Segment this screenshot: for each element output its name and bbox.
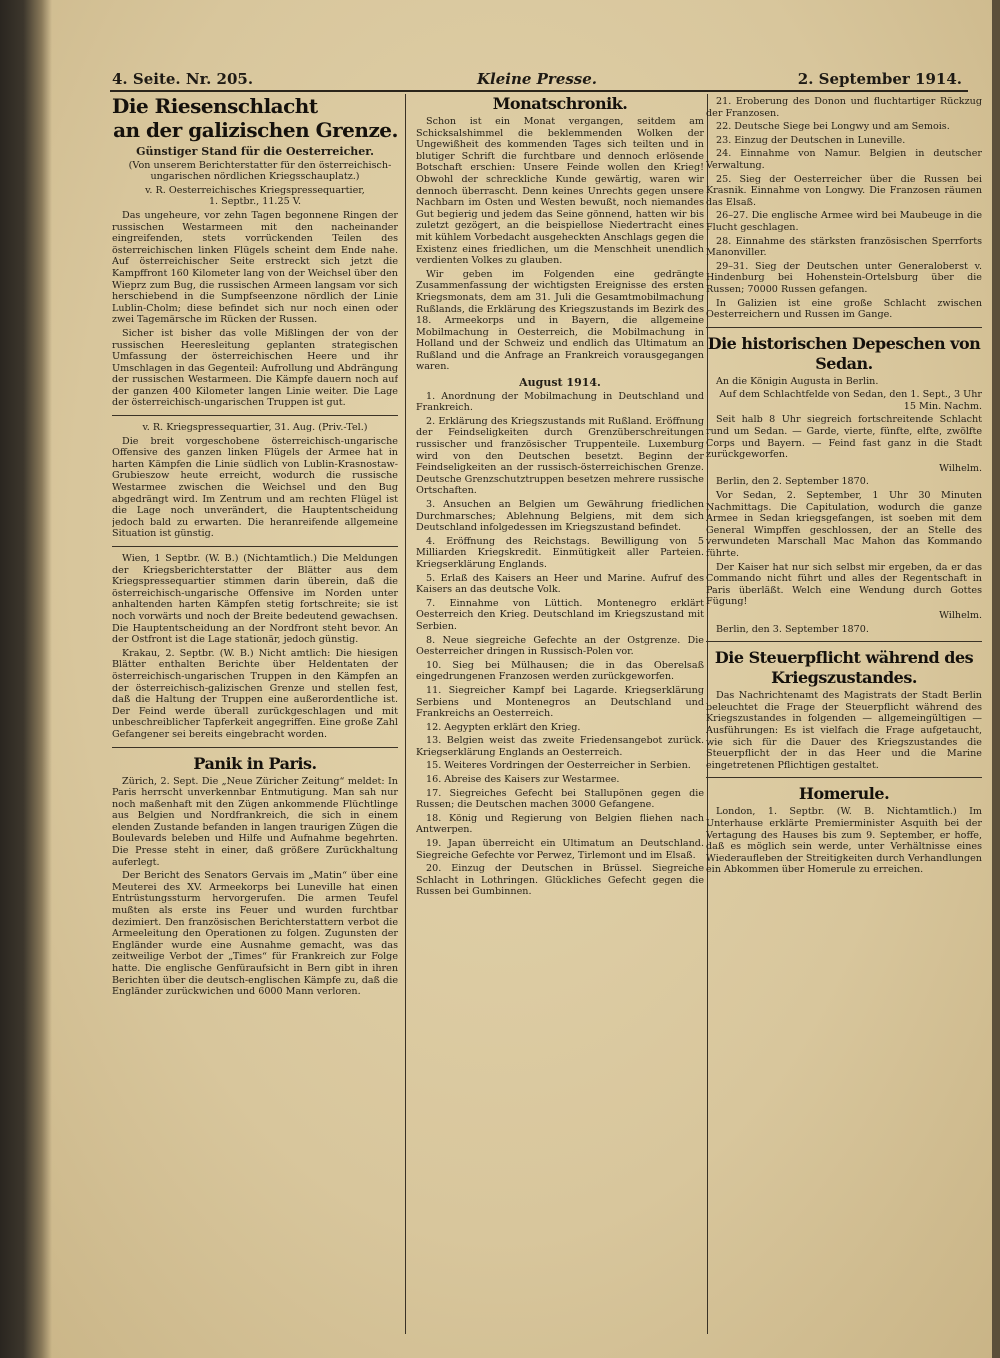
issue-date: 2. September 1914. [797, 70, 962, 88]
separator [112, 415, 398, 416]
separator [706, 327, 982, 328]
section-title: Panik in Paris. [193, 753, 317, 773]
column-1 [112, 94, 398, 1334]
chronicle-item: 25. Sieg der Oesterreicher über die Russen bei Krasnik. Einnahme von Longwy. Die Franzosen räumen das Elsaß. [706, 173, 982, 208]
book-binding-edge [0, 0, 52, 1358]
dispatch-place: Auf dem Schlachtfelde von Sedan, den 1. Sept., 3 Uhr 15 Min. Nachm. [719, 389, 982, 412]
section-title: Die Steuerpflicht während des Kriegszustandes. [714, 648, 974, 688]
article-paragraph: Die breit vorgeschobene österreichisch-ungarische Offensive des ganzen linken Flügels der Armee hat in harten Kämpfen die Linie südlich von Lublin-Krasnostaw-Grubieszow heute erreicht, wodurch die russische Westarmee zwischen die Weichsel und den Bug abgedrängt wird. Im Zentrum und am rechten Flügel ist die Lage noch unverändert, die Hauptentscheidung jedoch bald zu erwarten. Die heranreifende allgemeine Situation ist günstig. [112, 435, 398, 540]
dispatch-date: Berlin, den 2. September 1870. [716, 476, 869, 488]
chronicle-item: 28. Einnahme des stärksten französischen Sperrforts Manonviller. [706, 235, 982, 259]
chronicle-item: 1. Anordnung der Mobilmachung in Deutschland und Frankreich. [416, 390, 704, 414]
chronicle-item: 7. Einnahme von Lüttich. Montenegro erklärt Oesterreich den Krieg. Deutschland im Kriegszustand mit Serbien. [416, 597, 704, 632]
page-number: 4. Seite. Nr. 205. [112, 70, 254, 88]
section-title: Die historischen Depeschen von Sedan. [707, 333, 981, 373]
article-paragraph: Das ungeheure, vor zehn Tagen begonnene Ringen der russischen Westarmeen mit den nacheinander eingreifenden, stets vorrückenden Teilen des österreichischen linken Flügels scheint dem Ende nahe. Auf österreichischer Seite erstreckt sich jetzt die Kampffront 160 Kilometer lang von der Weichsel über den Wieprz zum Bug, die russischen Armeen langsam vor sich herschiebend in die Sumpfseenzone nördlich der Linie Lublin-Cholm; diese befindet sich nur noch einen oder zwei Tagemärsche im Rücken der Russen. [112, 209, 398, 326]
dispatch-text: Vor Sedan, 2. September, 1 Uhr 30 Minuten Nachmittags. Die Capitulation, wodurch die ganze Armee in Sedan kriegsgefangen, ist soeben mit dem General Wimpffen geschlossen, der an Stelle des verwundeten Marschall Mac Mahon das Kommando führte. [706, 490, 982, 559]
chronicle-item: 16. Abreise des Kaisers zur Westarmee. [426, 774, 620, 786]
column-divider [405, 94, 406, 1334]
chronicle-item: 8. Neue siegreiche Gefechte an der Ostgrenze. Die Oesterreicher dringen in Russisch-Polen vor. [416, 634, 704, 658]
chronicle-list-continued [706, 96, 982, 321]
dispatch-signature: Wilhelm. [939, 609, 982, 621]
article-paragraph: Das Nachrichtenamt des Magistrats der Stadt Berlin beleuchtet die Frage der Steuerpflicht während des Kriegszustandes in folgenden — allgemeingültigen — Ausführungen: Es ist vielfach die Frage aufgetaucht, wie sich für die Dauer des Kriegszustandes die Steuerpflicht der in das Heer und die Marine eingetretenen Pflichtigen gestaltet. [706, 690, 982, 771]
chronicle-item: 24. Einnahme von Namur. Belgien in deutscher Verwaltung. [706, 148, 982, 171]
chronicle-item: 4. Eröffnung des Reichstags. Bewilligung von 5 Milliarden Kriegskredit. Einmütigkeit aller Parteien. Kriegserklärung Englands. [416, 535, 704, 570]
dateline-time: 1. Septbr., 11.25 V. [208, 196, 302, 208]
dispatch-date: Berlin, den 3. September 1870. [716, 623, 869, 635]
chronicle-item: 29–31. Sieg der Deutschen unter Generaloberst v. Hindenburg bei Hohenstein-Ortelsburg über die Russen; 70000 Russen gefangen. [706, 260, 982, 295]
chronicle-item: 22. Deutsche Siege bei Longwy und am Semois. [716, 121, 950, 133]
chronicle-item: 5. Erlaß des Kaisers an Heer und Marine. Aufruf des Kaisers an das deutsche Volk. [416, 572, 704, 596]
article-paragraph: Der Bericht des Senators Gervais im „Matin“ über eine Meuterei des XV. Armeekorps bei Luneville hat einen Entrüstungssturm hervorgerufen. Die armen Teufel mußten als erste ins Feuer und wurden furchtbar dezimiert. Den französischen Berichterstattern verbot die Armeeleitung den Operationen zu folgen. Zugunsten der Engländer wurde eine Ausnahme gemacht, was das zeitweilige Verbot der „Times“ für Frankreich zur Folge hatte. Die englische Genfüraufsicht in Bern gibt in ihren Berichten über die deutsch-englischen Kämpfe zu, daß die Engländer zurückwichen und 6000 Mann verloren. [112, 870, 398, 998]
newspaper-title: Kleine Presse. [476, 70, 598, 88]
subheadline: Günstiger Stand für die Oesterreicher. [136, 145, 374, 158]
chronicle-item: 2. Erklärung des Kriegszustands mit Rußland. Eröffnung der Feindseligkeiten durch Grenzüberschreitungen russischer und französischer Truppenteile. Luxemburg wird von den Deutschen besetzt. Beginn der Feindseligkeiten an der russisch-österreichischen Grenze. Deutsche Grenzschutztruppen besetzen mehrere russische Ortschaften. [416, 415, 704, 497]
headline: Die Riesenschlacht [112, 94, 318, 118]
chronicle-item: 3. Ansuchen an Belgien um Gewährung friedlichen Durchmarsches; Ablehnung Belgiens, mit dem sich Deutschland infolgedessen im Kriegszustand befindet. [416, 499, 704, 534]
article-paragraph: Wir geben im Folgenden eine gedrängte Zusammenfassung der wichtigsten Ereignisse des ersten Kriegsmonats, dem am 31. Juli die Gesamtmobilmachung Rußlands, die Erklärung des Kriegszustands im Bezirk des 18. Armeekorps und in Bayern, die allgemeine Mobilmachung in Oesterreich, die Mobilmachung in Holland und der Schweiz und endlich das Ultimatum an Rußland und die Anfrage an Frankreich vorausgegangen waren. [416, 268, 704, 373]
separator [112, 747, 398, 748]
article-paragraph: Sicher ist bisher das volle Mißlingen der von der russischen Heeresleitung geplanten strategischen Umfassung der österreichischen Heere und ihr Umschlagen in das Gegenteil: Aufrollung und Abdrängung der russischen Westarmeen. Die Kämpfe dauern noch auf der ganzen 400 Kilometer langen Linie weiter. Die Lage der österreichisch-ungarischen Truppen ist gut. [112, 327, 398, 409]
chronicle-item: 26–27. Die englische Armee wird bei Maubeuge in die Flucht geschlagen. [706, 210, 982, 233]
chronicle-item: 11. Siegreicher Kampf bei Lagarde. Kriegserklärung Serbiens und Montenegros an Deutschland und Frankreichs an Oesterreich. [416, 684, 704, 720]
chronicle-item: 10. Sieg bei Mülhausen; die in das Oberelsaß eingedrungenen Franzosen werden zurückgeworfen. [416, 659, 704, 683]
chronicle-item: 19. Japan überreicht ein Ultimatum an Deutschland. Siegreiche Gefechte vor Perwez, Tirlemont und im Elsaß. [416, 838, 704, 861]
article-intro: (Von unserem Berichterstatter für den österreichisch-ungarischen nördlichen Kriegsschauplatz.) [128, 159, 392, 183]
separator [706, 641, 982, 642]
article-paragraph: London, 1. Septbr. (W. B. Nichtamtlich.) Im Unterhause erklärte Premierminister Asquith bei der Vertagung des Hauses bis zum 9. September, er hoffe, daß es möglich sein werde, unter Verhältnisse eines Wiederaufleben der Streitigkeiten durch Verhandlungen ein Abkommen über Homerule zu erreichen. [706, 806, 982, 876]
dispatch-text: Seit halb 8 Uhr siegreich fortschreitende Schlacht rund um Sedan. — Garde, vierte, fünfte, elfte, zwölfte Corps und Bayern. — Feind fast ganz in die Stadt zurückgeworfen. [706, 414, 982, 461]
section-title: Monatschronik. [492, 94, 628, 113]
chronicle-item: 20. Einzug der Deutschen in Brüssel. Siegreiche Schlacht in Lothringen. Glückliches Gefecht gegen die Russen bei Gumbinnen. [416, 863, 704, 898]
chronicle-item: In Galizien ist eine große Schlacht zwischen Oesterreichern und Russen im Gange. [706, 297, 982, 321]
chronicle-item: 13. Belgien weist das zweite Friedensangebot zurück. Kriegserklärung Englands an Oesterreich. [416, 735, 704, 758]
month-heading: August 1914. [519, 376, 601, 390]
chronicle-item: 15. Weiteres Vordringen der Oesterreicher in Serbien. [426, 760, 691, 772]
page-edge [992, 0, 1000, 1358]
dispatch-addressee: An die Königin Augusta in Berlin. [716, 375, 879, 387]
article-paragraph: Zürich, 2. Sept. Die „Neue Züricher Zeitung“ meldet: In Paris herrscht unverkennbar Entmutigung. Man sah nur noch maßenhaft mit den Zügen ankommende Flüchtlinge aus Belgien und Nordfrankreich, die sich in einem elenden Zustande befanden in langen traurigen Zügen die Boulevards beleben und Hilfe und Aufnahme begehrten. Die Presse steht in einer, daß größere Zurückhaltung auferlegt. [112, 775, 398, 868]
article-paragraph: Krakau, 2. Septbr. (W. B.) Nicht amtlich: Die hiesigen Blätter enthalten Berichte über Heldentaten der österreichisch-ungarischen Truppen in den Kämpfen an der österreichisch-galizischen Grenze und stellen fest, daß die Haltung der Truppen eine außerordentliche ist. Der Feind werde überall zurückgeschlagen und mit unbeschreiblicher Tapferkeit angegriffen. Eine große Zahl Gefangener sei bereits eingebracht worden. [112, 647, 398, 740]
separator [112, 546, 398, 547]
article-paragraph: Wien, 1 Septbr. (W. B.) (Nichtamtlich.) Die Meldungen der Kriegsberichterstatter der Blätter aus dem Kriegspressequartier stimmen darin überein, daß die österreichisch-ungarische Offensive im Norden unter anhaltenden harten Kämpfen stetig fortschreite; sie ist noch vorwärts und noch der Breite bedeutend gewachsen. Die Hauptentscheidung an der Nordfront steht bevor. An der Ostfront ist die Lage stationär, jedoch günstig. [112, 553, 398, 646]
column-3 [706, 94, 982, 1334]
dispatch-signature: Wilhelm. [939, 462, 982, 474]
headline-line-2: an der galizischen Grenze. [113, 118, 398, 142]
chronicle-item: 17. Siegreiches Gefecht bei Stallupönen gegen die Russen; die Deutschen machen 3000 Gefangene. [416, 787, 704, 811]
chronicle-list [416, 391, 704, 898]
dispatch-text: Der Kaiser hat nur sich selbst mir ergeben, da er das Commando nicht führt und alles der Regentschaft in Paris überläßt. Welch eine Wendung durch Gottes Fügung! [706, 561, 982, 608]
article-paragraph: Schon ist ein Monat vergangen, seitdem am Schicksalshimmel die beklemmenden Wolken der Ungewißheit des kommenden Tages sich teilten und in blutiger Schrift die furchtbare und dennoch erlösende Botschaft erschien: Unsere Feinde wollen den Krieg! Obwohl der schreckliche Kunde gewärtig, waren wir dennoch überrascht. Denn keines Unrechts gegen unsere Nachbarn im Osten und Westen bewußt, noch niemandes Gut begierig und jedem das Seine gönnend, hatten wir bis zuletzt gezögert, an die beispiellose Niedertracht eines mit kühlem Vorbedacht ausgeheckten Anschlags gegen die Existenz eines friedlichen, um die Menschheit unendlich verdienten Volkes zu glauben. [416, 116, 704, 267]
chronicle-item: 21. Eroberung des Donon und fluchtartiger Rückzug der Franzosen. [706, 96, 982, 119]
separator [706, 777, 982, 778]
chronicle-item: 18. König und Regierung von Belgien fliehen nach Antwerpen. [416, 812, 704, 836]
masthead-rule [110, 90, 968, 92]
section-title: Homerule. [798, 784, 890, 804]
chronicle-item: 12. Aegypten erklärt den Krieg. [426, 721, 581, 733]
dateline: v. R. Oesterreichisches Kriegspressequartier, [145, 184, 365, 196]
column-2 [416, 94, 704, 1334]
chronicle-item: 23. Einzug der Deutschen in Luneville. [716, 134, 906, 146]
dateline: v. R. Kriegspressequartier, 31. Aug. (Priv.-Tel.) [142, 422, 368, 434]
